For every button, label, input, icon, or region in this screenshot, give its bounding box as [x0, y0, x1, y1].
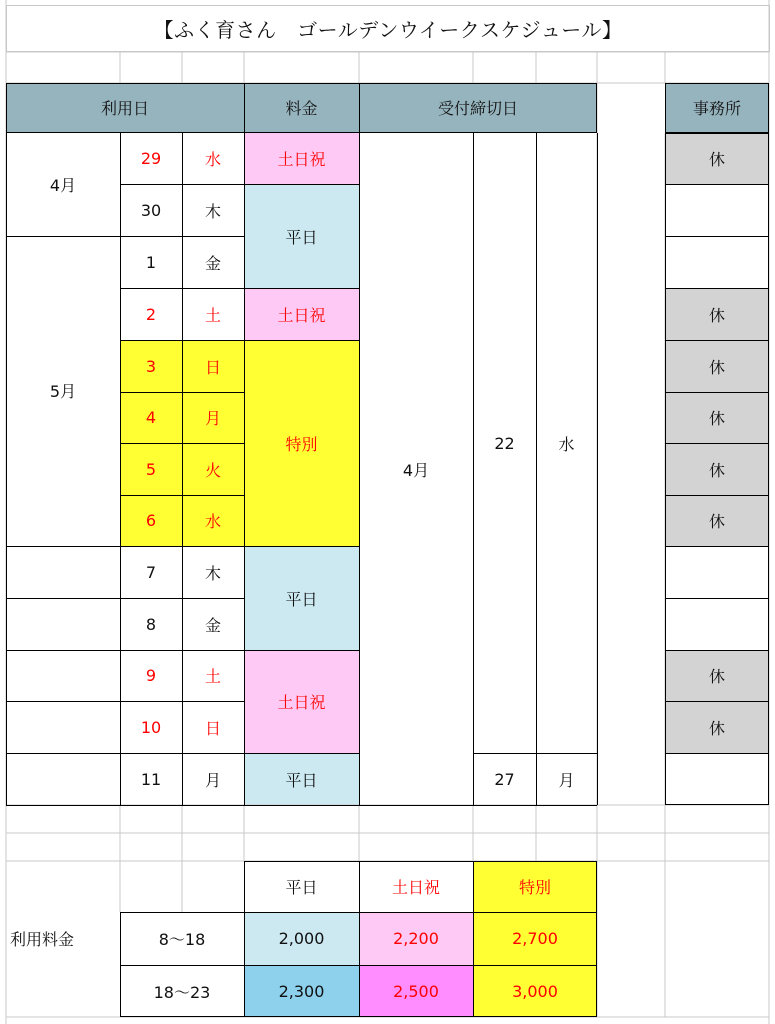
price-col-weekday: 平日	[285, 878, 318, 897]
fee-cell-weekday: 平日	[244, 546, 359, 650]
deadline-day: 27	[494, 769, 515, 789]
price-table-label: 利用料金	[10, 930, 75, 949]
header-office: 事務所	[665, 83, 769, 132]
weekday-cell: 日	[204, 718, 221, 738]
day-cell: 10	[140, 717, 162, 737]
fee-cell-weekday: 平日	[244, 184, 359, 288]
office-cell: 休	[665, 650, 769, 701]
day-cell: 8	[145, 614, 157, 634]
day-cell: 4	[120, 392, 182, 443]
weekday-cell: 木	[204, 563, 221, 583]
day-cell: 6	[120, 495, 182, 546]
price-col-special: 特別	[473, 861, 597, 912]
weekday-cell: 火	[182, 443, 244, 495]
price-value: 2,200	[359, 912, 473, 965]
office-cell: 休	[665, 443, 769, 495]
price-time-slot: 18〜23	[153, 982, 211, 1002]
price-value: 2,500	[359, 965, 473, 1017]
weekday-cell: 日	[182, 340, 244, 392]
deadline-weekday: 水	[558, 434, 575, 454]
price-value: 2,300	[244, 965, 359, 1017]
deadline-weekday: 月	[558, 770, 575, 790]
office-cell: 休	[665, 495, 769, 546]
day-cell: 3	[120, 340, 182, 392]
weekday-cell: 土	[204, 305, 221, 325]
price-value: 3,000	[473, 965, 597, 1017]
header-usage-day: 利用日	[6, 83, 244, 132]
office-cell: 休	[665, 340, 769, 392]
price-col-holiday: 土日祝	[391, 878, 440, 897]
weekday-cell: 水	[204, 150, 221, 169]
deadline-month: 4月	[402, 460, 430, 480]
month-label-may: 5月	[49, 382, 77, 401]
deadline-day: 22	[494, 433, 515, 453]
fee-cell-holiday: 土日祝	[244, 288, 359, 340]
weekday-cell: 月	[182, 392, 244, 443]
header-fee: 料金	[244, 83, 359, 132]
day-cell: 29	[140, 149, 162, 168]
fee-cell-special: 特別	[244, 340, 359, 546]
day-cell: 1	[145, 252, 157, 272]
price-time-slot: 8〜18	[158, 930, 206, 949]
weekday-cell: 金	[204, 253, 221, 273]
day-cell: 2	[145, 304, 157, 324]
day-cell: 30	[140, 200, 162, 220]
weekday-cell: 金	[204, 615, 221, 635]
weekday-cell: 月	[204, 770, 221, 790]
office-cell: 休	[665, 392, 769, 443]
office-cell: 休	[665, 701, 769, 753]
month-label-april: 4月	[49, 176, 77, 195]
weekday-cell: 木	[204, 201, 221, 221]
weekday-cell: 水	[182, 495, 244, 546]
fee-cell-weekday: 平日	[244, 753, 359, 805]
day-cell: 9	[145, 666, 157, 685]
office-cell: 休	[665, 133, 769, 184]
fee-cell-holiday: 土日祝	[244, 650, 359, 753]
office-cell: 休	[665, 288, 769, 340]
weekday-cell: 土	[204, 667, 221, 686]
price-value: 2,000	[244, 912, 359, 965]
day-cell: 5	[120, 443, 182, 495]
page-title: 【ふく育さん ゴールデンウイークスケジュール】	[153, 18, 623, 42]
day-cell: 11	[140, 769, 162, 789]
fee-cell-holiday: 土日祝	[244, 133, 359, 184]
price-value: 2,700	[473, 912, 597, 965]
header-deadline: 受付締切日	[359, 83, 597, 132]
day-cell: 7	[145, 562, 157, 582]
